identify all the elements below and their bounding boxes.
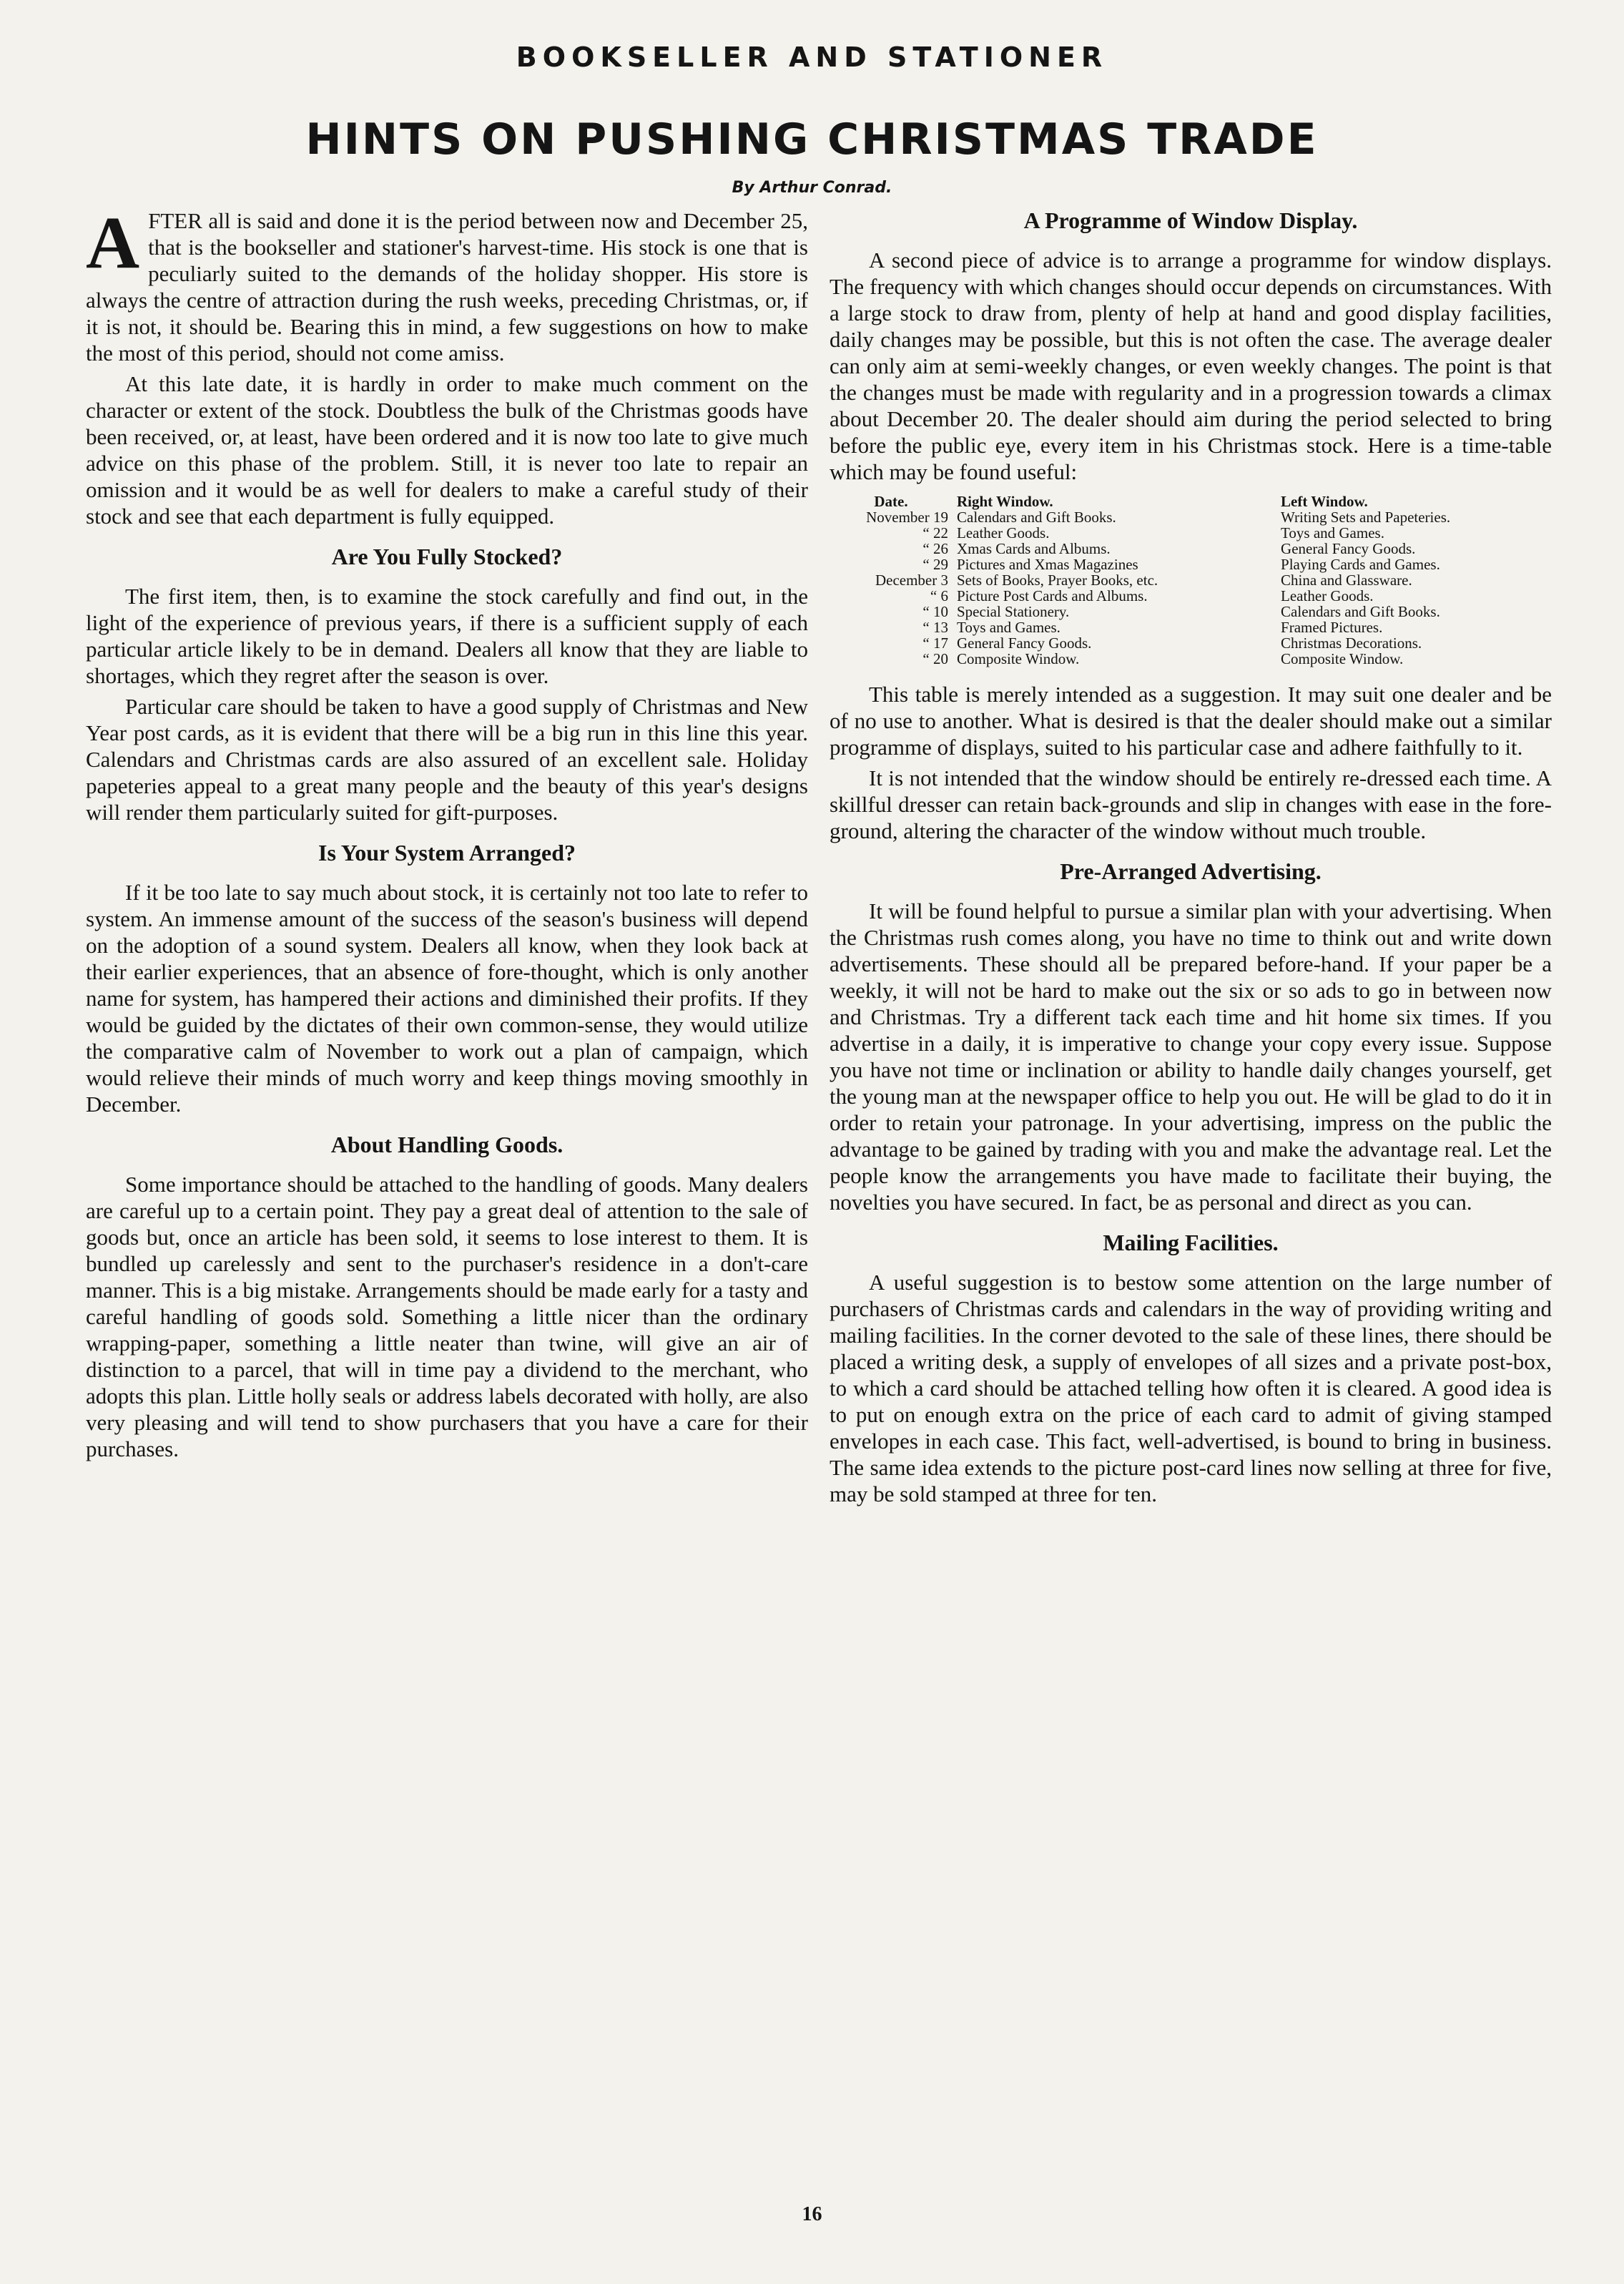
intro-paragraph bbox=[86, 202, 808, 366]
timetable-left-window: Playing Cards and Games. bbox=[1281, 556, 1440, 573]
timetable-header-right-window: Right Window. bbox=[957, 493, 1053, 510]
timetable-date: “ 17 bbox=[922, 634, 948, 652]
running-head: BOOKSELLER AND STATIONER bbox=[516, 41, 1108, 73]
timetable-left-window: Writing Sets and Papeteries. bbox=[1281, 509, 1451, 526]
article-byline: By Arthur Conrad. bbox=[732, 179, 892, 197]
timetable-left-window: Composite Window. bbox=[1281, 650, 1404, 667]
body-paragraph: The first item, then, is to examine the stock carefully and find out, in the light of the experience of previous years, if there is a sufficient supply of each particular article likely to be in demand. Dealers all know that they are liable to shortages, which they regret after the season is over. bbox=[86, 584, 808, 688]
timetable-row bbox=[830, 541, 1552, 557]
window-timetable bbox=[830, 494, 1552, 667]
timetable-date: “ 6 bbox=[930, 587, 948, 604]
timetable-row bbox=[830, 572, 1552, 588]
timetable-right-window: Leather Goods. bbox=[957, 524, 1050, 541]
article-title: HINTS ON PUSHING CHRISTMAS TRADE bbox=[305, 114, 1319, 165]
body-paragraph: Particular care should be taken to have a good supply of Christmas and New Year post cards, as it is evident that there will be a big run in this line this year. Calendars and Christmas cards are also assured of an excellent sale. Holiday papeteries appeal to a great many people and the beauty of this year's designs will render them particularly suited for gift-purposes. bbox=[86, 694, 808, 825]
timetable-row bbox=[830, 604, 1552, 619]
timetable-date: “ 13 bbox=[922, 619, 948, 636]
body-paragraph: A second piece of advice is to arrange a programme for window displays. The frequency with which changes should occur depends on circumstances. With a large stock to draw from, plenty of help at hand and good display facilities, daily changes may be possible, but this is not often the case. The average dealer can only aim at semi-weekly changes, or even weekly changes. The point is that the changes must be made with regularity and in a progression towards a climax about December 20. The dealer should aim during the period selected to bring before the public eye, every item in his Christmas stock. Here is a time-table which may be found useful: bbox=[830, 247, 1552, 484]
timetable-date: “ 29 bbox=[922, 556, 948, 573]
left-column bbox=[86, 202, 808, 1466]
timetable-row bbox=[830, 525, 1552, 541]
timetable-right-window: Special Stationery. bbox=[957, 603, 1070, 620]
drop-cap: A bbox=[86, 202, 140, 284]
timetable-date: November 19 bbox=[866, 509, 948, 526]
timetable-row bbox=[830, 509, 1552, 525]
body-paragraph: If it be too late to say much about stock, it is certainly not too late to refer to system. An immense amount of the success of the season's business will depend on the adoption of a sound system. Dealers all know, when they look back at their earlier experiences, that an absence of fore-thought, which is only another name for system, has hampered their actions and diminished their profits. If they would be guided by the dictates of their own common-sense, they would utilize the comparative calm of November to work out a plan of campaign, which would relieve their minds of much worry and keep things moving smoothly in December. bbox=[86, 880, 808, 1117]
timetable-row bbox=[830, 651, 1552, 667]
timetable-header-date: Date. bbox=[874, 493, 908, 510]
timetable-date: December 3 bbox=[875, 572, 948, 589]
timetable-right-window: Toys and Games. bbox=[957, 619, 1060, 636]
timetable-header-left-window: Left Window. bbox=[1281, 493, 1368, 510]
timetable-left-window: Toys and Games. bbox=[1281, 524, 1384, 541]
section-heading-mailing-facilities: Mailing Facilities. bbox=[1103, 1230, 1279, 1255]
section-heading-handling-goods: About Handling Goods. bbox=[330, 1132, 564, 1157]
timetable-right-window: Calendars and Gift Books. bbox=[957, 509, 1116, 526]
timetable-date: “ 22 bbox=[922, 524, 948, 541]
intro-paragraph-text: FTER all is said and done it is the period between now and December 25, that is the bookseller and stationer's harvest-time. His stock is one that is peculiarly suited to the demands of the holiday shopper. His store is always the centre of attraction during the rush weeks, preceding Christmas, or, if it is not, it should be. Bearing this in mind, a few suggestions on how to make the most of this period, should not come amiss. bbox=[86, 208, 808, 366]
timetable-right-window: General Fancy Goods. bbox=[957, 634, 1092, 652]
timetable-right-window: Picture Post Cards and Albums. bbox=[957, 587, 1148, 604]
timetable-row bbox=[830, 619, 1552, 635]
timetable-header-row bbox=[830, 494, 1552, 509]
body-paragraph: It will be found helpful to pursue a similar plan with your advertising. When the Christmas rush comes along, you have no time to think out and write down advertisements. These should all be prepared before-hand. If your paper be a weekly, it will not be hard to make out the six or so ads to go in between now and Christmas. Try a different tack each time and hit home six times. If you advertise in a daily, it is imperative to change your copy every issue. Suppose you have not time or inclination or ability to handle daily changes yourself, get the young man at the newspaper office to help you out. He will be glad to do it in order to retain your patronage. In your advertising, impress on the public the advantage to be gained by trading with you and make the advantage real. Let the people know the arrangements you have made to facilitate their buying, the novelties you have secured. In fact, be as personal and direct as you can. bbox=[830, 898, 1552, 1215]
section-heading-system-arranged: Is Your System Arranged? bbox=[318, 840, 576, 866]
timetable-left-window: Calendars and Gift Books. bbox=[1281, 603, 1440, 620]
timetable-row bbox=[830, 557, 1552, 572]
body-paragraph: At this late date, it is hardly in order to make much comment on the character or extent of the stock. Doubtless the bulk of the Christmas goods have been received, or, at least, have been ordered and it is now too late to give much advice on this phase of the problem. Still, it is never too late to repair an omission and it would be as well for dealers to make a careful study of their stock and see that each department is fully equipped. bbox=[86, 371, 808, 529]
timetable-left-window: General Fancy Goods. bbox=[1281, 540, 1416, 557]
page-number: 16 bbox=[802, 2203, 822, 2225]
timetable-right-window: Sets of Books, Prayer Books, etc. bbox=[957, 572, 1158, 589]
timetable-right-window: Composite Window. bbox=[957, 650, 1080, 667]
timetable-left-window: Leather Goods. bbox=[1281, 587, 1374, 604]
timetable-right-window: Xmas Cards and Albums. bbox=[957, 540, 1111, 557]
body-paragraph: A useful suggestion is to bestow some attention on the large number of purchasers of Christmas cards and calendars in the way of providing writing and mailing facilities. In the corner devoted to the sale of these lines, there should be placed a writing desk, a supply of envelopes of all sizes and a private post-box, to which a card should be attached telling how often it is cleared. A good idea is to put on enough extra on the price of each card to admit of giving stamped envelopes in each case. This fact, well-advertised, is bound to bring in business. The same idea extends to the picture post-card lines now selling at three for five, may be sold stamped at three for ten. bbox=[830, 1270, 1552, 1506]
section-heading-window-display: A Programme of Window Display. bbox=[1023, 207, 1358, 233]
right-column bbox=[830, 207, 1552, 1511]
section-heading-pre-arranged-advertising: Pre-Arranged Advertising. bbox=[1060, 858, 1322, 884]
body-paragraph: Some importance should be attached to the handling of goods. Many dealers are careful up to a certain point. They pay a great deal of attention to the sale of goods but, once an article has been sold, it seems to lose interest to them. It is bundled up carelessly and sent to the purchaser's residence in a don't-care manner. This is a big mistake. Arrangements should be made early for a tasty and careful handling of goods sold. Something a little nicer than the ordinary wrapping-paper, something a little neater than twine, will give an air of distinction to a parcel, that will in time pay a dividend to the merchant, who adopts this plan. Little holly seals or address labels decorated with holly, are also very pleasing and will tend to show purchasers that you have a care for their purchases. bbox=[86, 1172, 808, 1461]
timetable-row bbox=[830, 635, 1552, 651]
body-paragraph: It is not intended that the window should be entirely re-dressed each time. A skillful dresser can retain back-grounds and slip in changes with ease in the fore-ground, altering the character of the window without much trouble. bbox=[830, 765, 1552, 843]
timetable-left-window: China and Glassware. bbox=[1281, 572, 1412, 589]
timetable-date: “ 20 bbox=[922, 650, 948, 667]
section-heading-fully-stocked: Are You Fully Stocked? bbox=[331, 544, 563, 569]
timetable-right-window: Pictures and Xmas Magazines bbox=[957, 556, 1138, 573]
timetable-date: “ 26 bbox=[922, 540, 948, 557]
timetable-date: “ 10 bbox=[922, 603, 948, 620]
timetable-left-window: Christmas Decorations. bbox=[1281, 634, 1422, 652]
timetable-left-window: Framed Pictures. bbox=[1281, 619, 1383, 636]
timetable-row bbox=[830, 588, 1552, 604]
body-paragraph: This table is merely intended as a suggestion. It may suit one dealer and be of no use to another. What is desired is that the dealer should make out a similar programme of displays, suited to his particular case and adhere faithfully to it. bbox=[830, 682, 1552, 760]
